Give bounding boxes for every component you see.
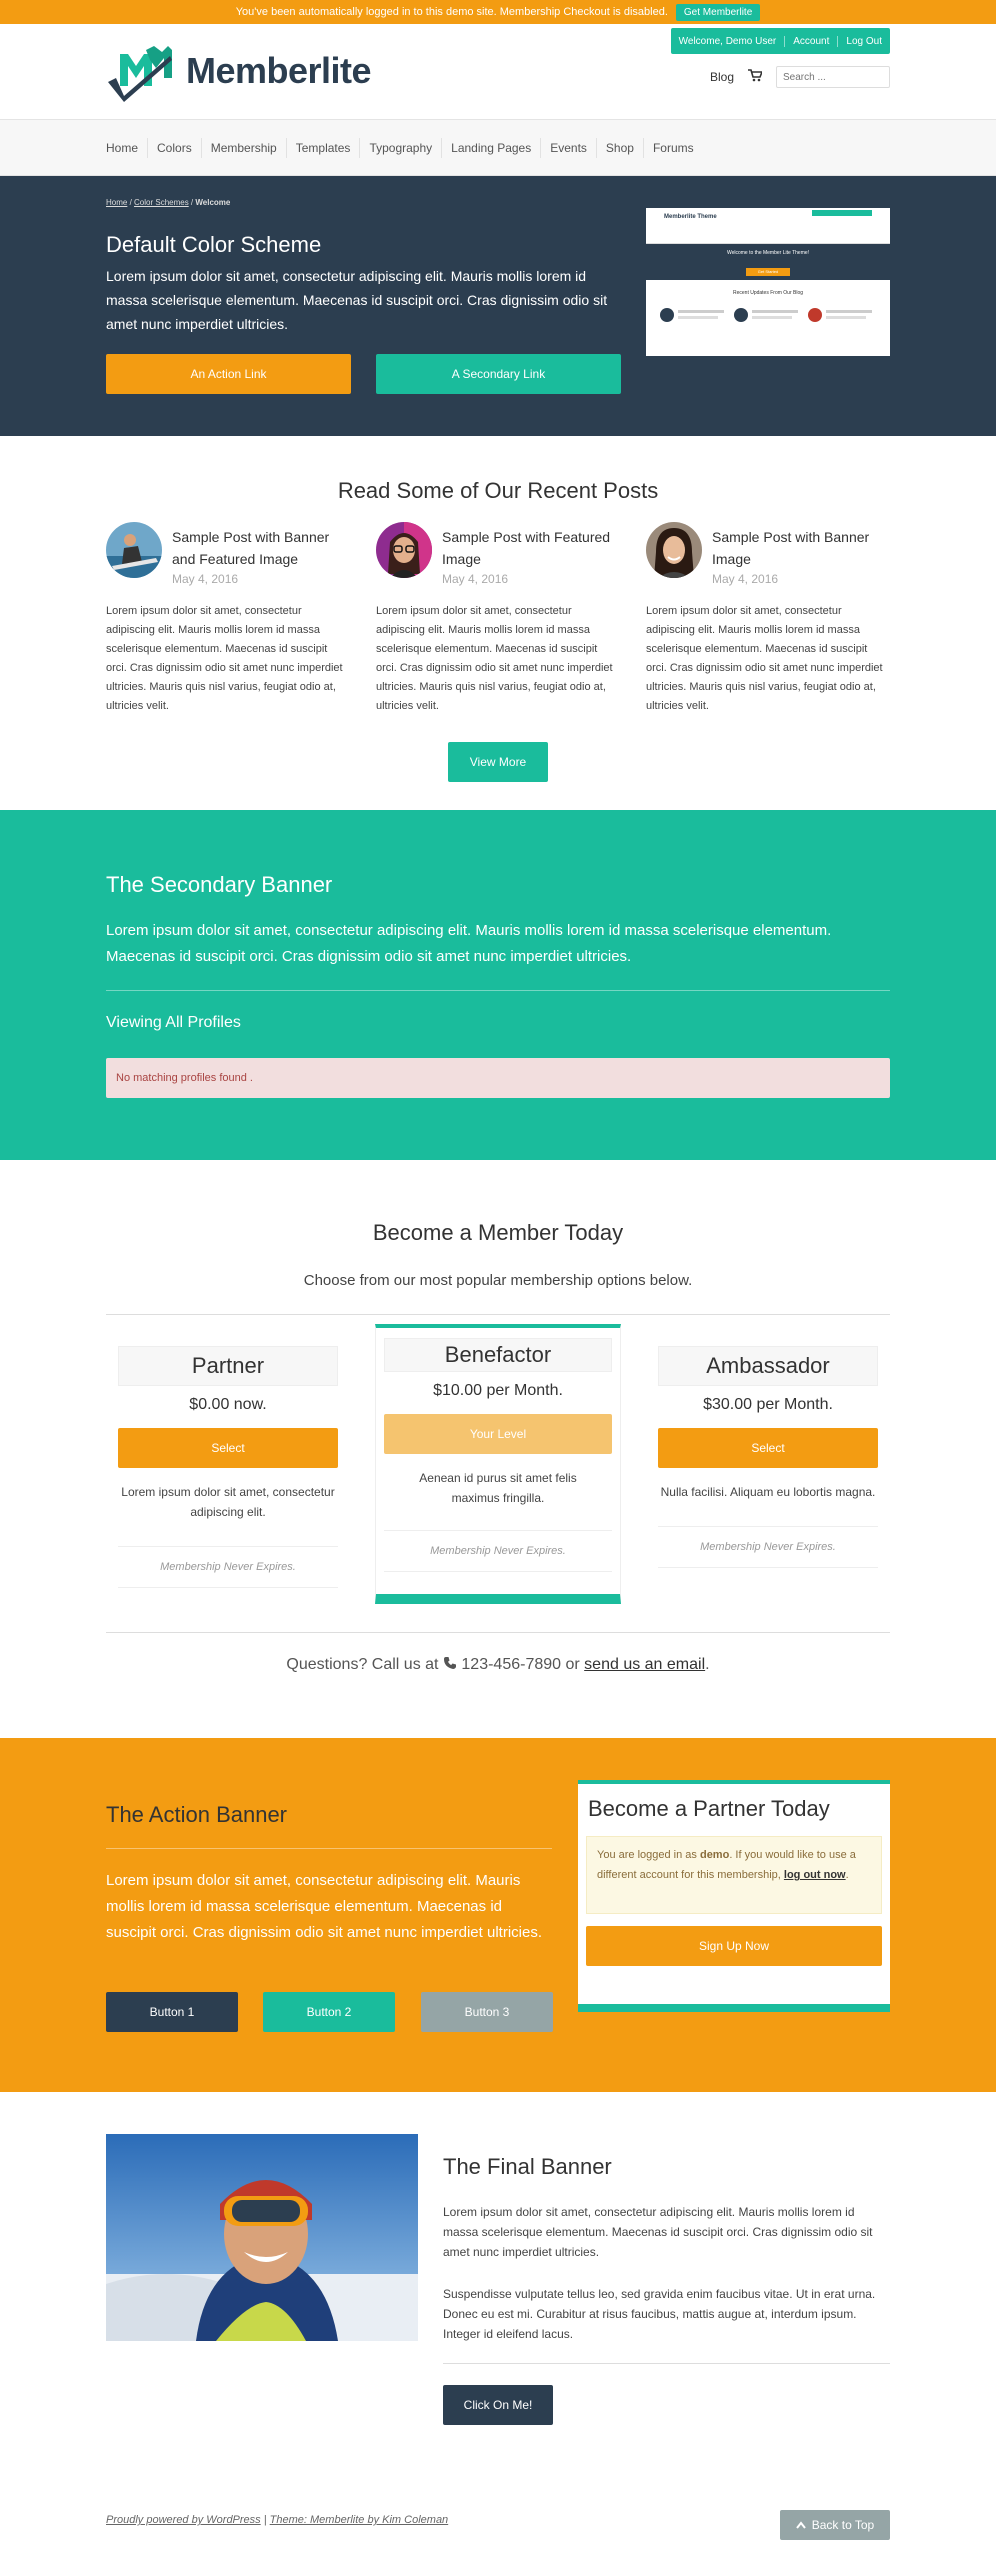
username: demo (699, 1849, 730, 1861)
level-expiration: Membership Never Expires. (384, 1530, 612, 1572)
thumb-title: Memberlite Theme (664, 214, 717, 220)
level-name: Partner (118, 1346, 338, 1386)
divider (106, 1848, 552, 1849)
nav-item-shop[interactable]: Shop (597, 138, 644, 158)
utility-nav (710, 66, 890, 88)
phone-icon (443, 1656, 461, 1673)
breadcrumb-current: Welcome (195, 198, 231, 207)
thumb-headline: Welcome to the Member Lite Theme! (726, 250, 810, 256)
send-email-link[interactable]: send us an email (584, 1656, 706, 1673)
level-name: Ambassador (658, 1346, 878, 1386)
level-description: Nulla facilisi. Aliquam eu lobortis magna. (660, 1485, 876, 1499)
thumb-button: Get Started (746, 268, 790, 276)
back-to-top-label: Back to Top (811, 2518, 875, 2532)
level-name: Benefactor (384, 1338, 612, 1372)
post-title[interactable]: Sample Post with Featured Image (442, 529, 611, 567)
site-logo[interactable] (106, 38, 371, 104)
level-description: Lorem ipsum dolor sit amet, consectetur adipiscing elit. (121, 1485, 335, 1519)
theme-preview-thumbnail (646, 208, 890, 356)
recent-posts-heading: Read Some of Our Recent Posts (337, 478, 659, 503)
level-description: Aenean id purus sit amet felis maximus fringilla. (419, 1471, 577, 1505)
membership-subtitle: Choose from our most popular membership options below. (303, 1272, 693, 1289)
no-profiles-message: No matching profiles found . (106, 1058, 890, 1098)
get-memberlite-button[interactable]: Get Memberlite (676, 4, 760, 21)
log-out-link[interactable]: Log Out (846, 35, 882, 47)
theme-link[interactable]: Theme: Memberlite by Kim Coleman (269, 2514, 449, 2526)
nav-item-events[interactable]: Events (541, 138, 597, 158)
divider (443, 2363, 890, 2364)
level-card-ambassador (658, 1346, 878, 1568)
view-more-button[interactable]: View More (448, 742, 548, 782)
level-expiration: Membership Never Expires. (118, 1546, 338, 1588)
secondary-link-button[interactable]: A Secondary Link (376, 354, 621, 394)
profiles-heading: Viewing All Profiles (106, 1014, 241, 1031)
become-partner-card (578, 1780, 890, 2012)
card-title: Become a Partner Today (588, 1796, 830, 1821)
final-banner-title: The Final Banner (443, 2154, 612, 2179)
action-banner-title: The Action Banner (106, 1802, 288, 1827)
post-excerpt: Lorem ipsum dolor sit amet, consectetur adipiscing elit. Mauris mollis lorem id massa scelerisque elementum. Maecenas id suscipit orci. Cras dignissim odio sit amet nunc imperdiet ultricies. Mauris quis nisl varius, feugiat odio at, ultricies velit. (646, 605, 883, 712)
period-text: . (705, 1656, 710, 1673)
questions-text: Questions? Call us at (286, 1656, 439, 1673)
select-ambassador-button[interactable]: Select (658, 1428, 878, 1468)
site-header (0, 24, 996, 120)
demo-notice-bar (0, 0, 996, 24)
nav-item-templates[interactable]: Templates (287, 138, 361, 158)
hero-banner (0, 176, 996, 436)
log-out-now-link[interactable]: log out now (783, 1869, 846, 1881)
post-excerpt: Lorem ipsum dolor sit amet, consectetur adipiscing elit. Mauris mollis lorem id massa scelerisque elementum. Maecenas id suscipit orci. Cras dignissim odio sit amet nunc imperdiet ultricies. Mauris quis nisl varius, feugiat odio at, ultricies velit. (106, 605, 343, 712)
action-link-button[interactable]: An Action Link (106, 354, 351, 394)
nav-item-forums[interactable]: Forums (652, 141, 694, 155)
account-link[interactable]: Account (785, 36, 838, 47)
breadcrumb: Home / Color Schemes / Welcome (106, 198, 231, 207)
secondary-banner-title: The Secondary Banner (106, 872, 333, 897)
level-price: $30.00 per Month. (703, 1396, 833, 1413)
button-2[interactable]: Button 2 (263, 1992, 395, 2032)
footer-separator: | (263, 2514, 267, 2526)
secondary-banner (0, 810, 996, 1160)
breadcrumb-color-schemes[interactable]: Color Schemes (134, 198, 189, 207)
divider (106, 1632, 890, 1633)
chevron-up-icon (796, 2518, 806, 2532)
nav-item-typography[interactable]: Typography (360, 138, 442, 158)
logged-in-notice: You are logged in as demo. If you would like to use a different account for this membership, log out now. (586, 1836, 882, 1914)
main-navigation (0, 120, 996, 176)
final-banner-paragraph-2: Suspendisse vulputate tellus leo, sed gravida enim faucibus vitae. Ut in erat urna. Donec eu est mi. Curabitur at risus faucibus, mattis augue at, interdum ipsum. Integer id eleifend lacus. (443, 2287, 876, 2341)
post-date: May 4, 2016 (172, 572, 239, 586)
membership-title: Become a Member Today (372, 1220, 624, 1245)
divider (106, 1314, 890, 1315)
demo-notice-text: You've been automatically logged in to this demo site. Membership Checkout is disabled. (235, 6, 668, 18)
select-partner-button[interactable]: Select (118, 1428, 338, 1468)
logged-in-text: You are logged in as (597, 1849, 697, 1861)
search-input[interactable] (776, 66, 890, 88)
level-price: $0.00 now. (189, 1396, 267, 1413)
post-date: May 4, 2016 (442, 572, 509, 586)
post-date: May 4, 2016 (712, 572, 779, 586)
post-title[interactable]: Sample Post with Banner and Featured Image (172, 529, 330, 567)
nav-item-membership[interactable]: Membership (202, 138, 287, 158)
nav-item-home[interactable]: Home (106, 138, 148, 158)
page-title: Default Color Scheme (106, 232, 322, 257)
cart-icon[interactable] (748, 69, 762, 85)
post-excerpt: Lorem ipsum dolor sit amet, consectetur adipiscing elit. Mauris mollis lorem id massa scelerisque elementum. Maecenas id suscipit orci. Cras dignissim odio sit amet nunc imperdiet ultricies. Mauris quis nisl varius, feugiat odio at, ultricies velit. (376, 605, 613, 712)
contact-line (0, 1656, 996, 1674)
post-title[interactable]: Sample Post with Banner Image (712, 529, 870, 567)
level-card-benefactor (375, 1324, 621, 1604)
sign-up-now-button[interactable]: Sign Up Now (586, 1926, 882, 1966)
memberlite-logo-icon (106, 38, 178, 104)
back-to-top-button[interactable] (780, 2510, 890, 2540)
nav-item-landing-pages[interactable]: Landing Pages (442, 138, 541, 158)
phone-number[interactable]: 123-456-7890 (461, 1656, 562, 1673)
post-avatar-surfer[interactable] (106, 522, 162, 578)
footer-credits (106, 2514, 448, 2526)
hero-text: Lorem ipsum dolor sit amet, consectetur adipiscing elit. Mauris mollis lorem id massa scelerisque elementum. Maecenas id suscipit orci. Cras dignissim odio sit amet nunc imperdiet ultricies. (106, 268, 608, 332)
nav-item-colors[interactable]: Colors (148, 138, 202, 158)
level-card-partner (118, 1346, 338, 1588)
action-banner (0, 1738, 996, 2092)
divider (106, 990, 890, 991)
button-1[interactable]: Button 1 (106, 1992, 238, 2032)
secondary-banner-text: Lorem ipsum dolor sit amet, consectetur adipiscing elit. Mauris mollis lorem id massa scelerisque elementum. Maecenas id suscipit orci. Cras dignissim odio sit amet nunc imperdiet ultricies. (106, 922, 832, 965)
site-logo-text: Memberlite (186, 50, 372, 91)
skier-image (106, 2134, 418, 2341)
post-avatar-woman-smiling[interactable] (646, 522, 702, 578)
level-expiration: Membership Never Expires. (658, 1526, 878, 1568)
final-banner-paragraph-1: Lorem ipsum dolor sit amet, consectetur adipiscing elit. Mauris mollis lorem id massa scelerisque elementum. Maecenas id suscipit orci. Cras dignissim odio sit amet nunc imperdiet ultricies. (443, 2205, 873, 2259)
logged-in-text-mid: . If you would like to use a different account for this membership, (597, 1849, 856, 1881)
welcome-user-link[interactable]: Welcome, Demo User (671, 36, 786, 47)
level-price: $10.00 per Month. (433, 1382, 563, 1399)
wordpress-link[interactable]: Proudly powered by WordPress (106, 2514, 261, 2526)
member-nav (671, 28, 890, 54)
click-on-me-button[interactable]: Click On Me! (443, 2385, 553, 2425)
action-banner-text: Lorem ipsum dolor sit amet, consectetur adipiscing elit. Mauris mollis lorem id massa scelerisque elementum. Maecenas id suscipit orci. Cras dignissim odio sit amet nunc imperdiet ultricies. (106, 1872, 542, 1941)
breadcrumb-home[interactable]: Home (106, 198, 128, 207)
or-text: or (565, 1656, 580, 1673)
thumb-posts-heading: Recent Updates From Our Blog (732, 290, 804, 296)
blog-link[interactable]: Blog (709, 70, 734, 84)
button-3[interactable]: Button 3 (421, 1992, 553, 2032)
your-level-button[interactable]: Your Level (384, 1414, 612, 1454)
post-avatar-woman-glasses[interactable] (376, 522, 432, 578)
